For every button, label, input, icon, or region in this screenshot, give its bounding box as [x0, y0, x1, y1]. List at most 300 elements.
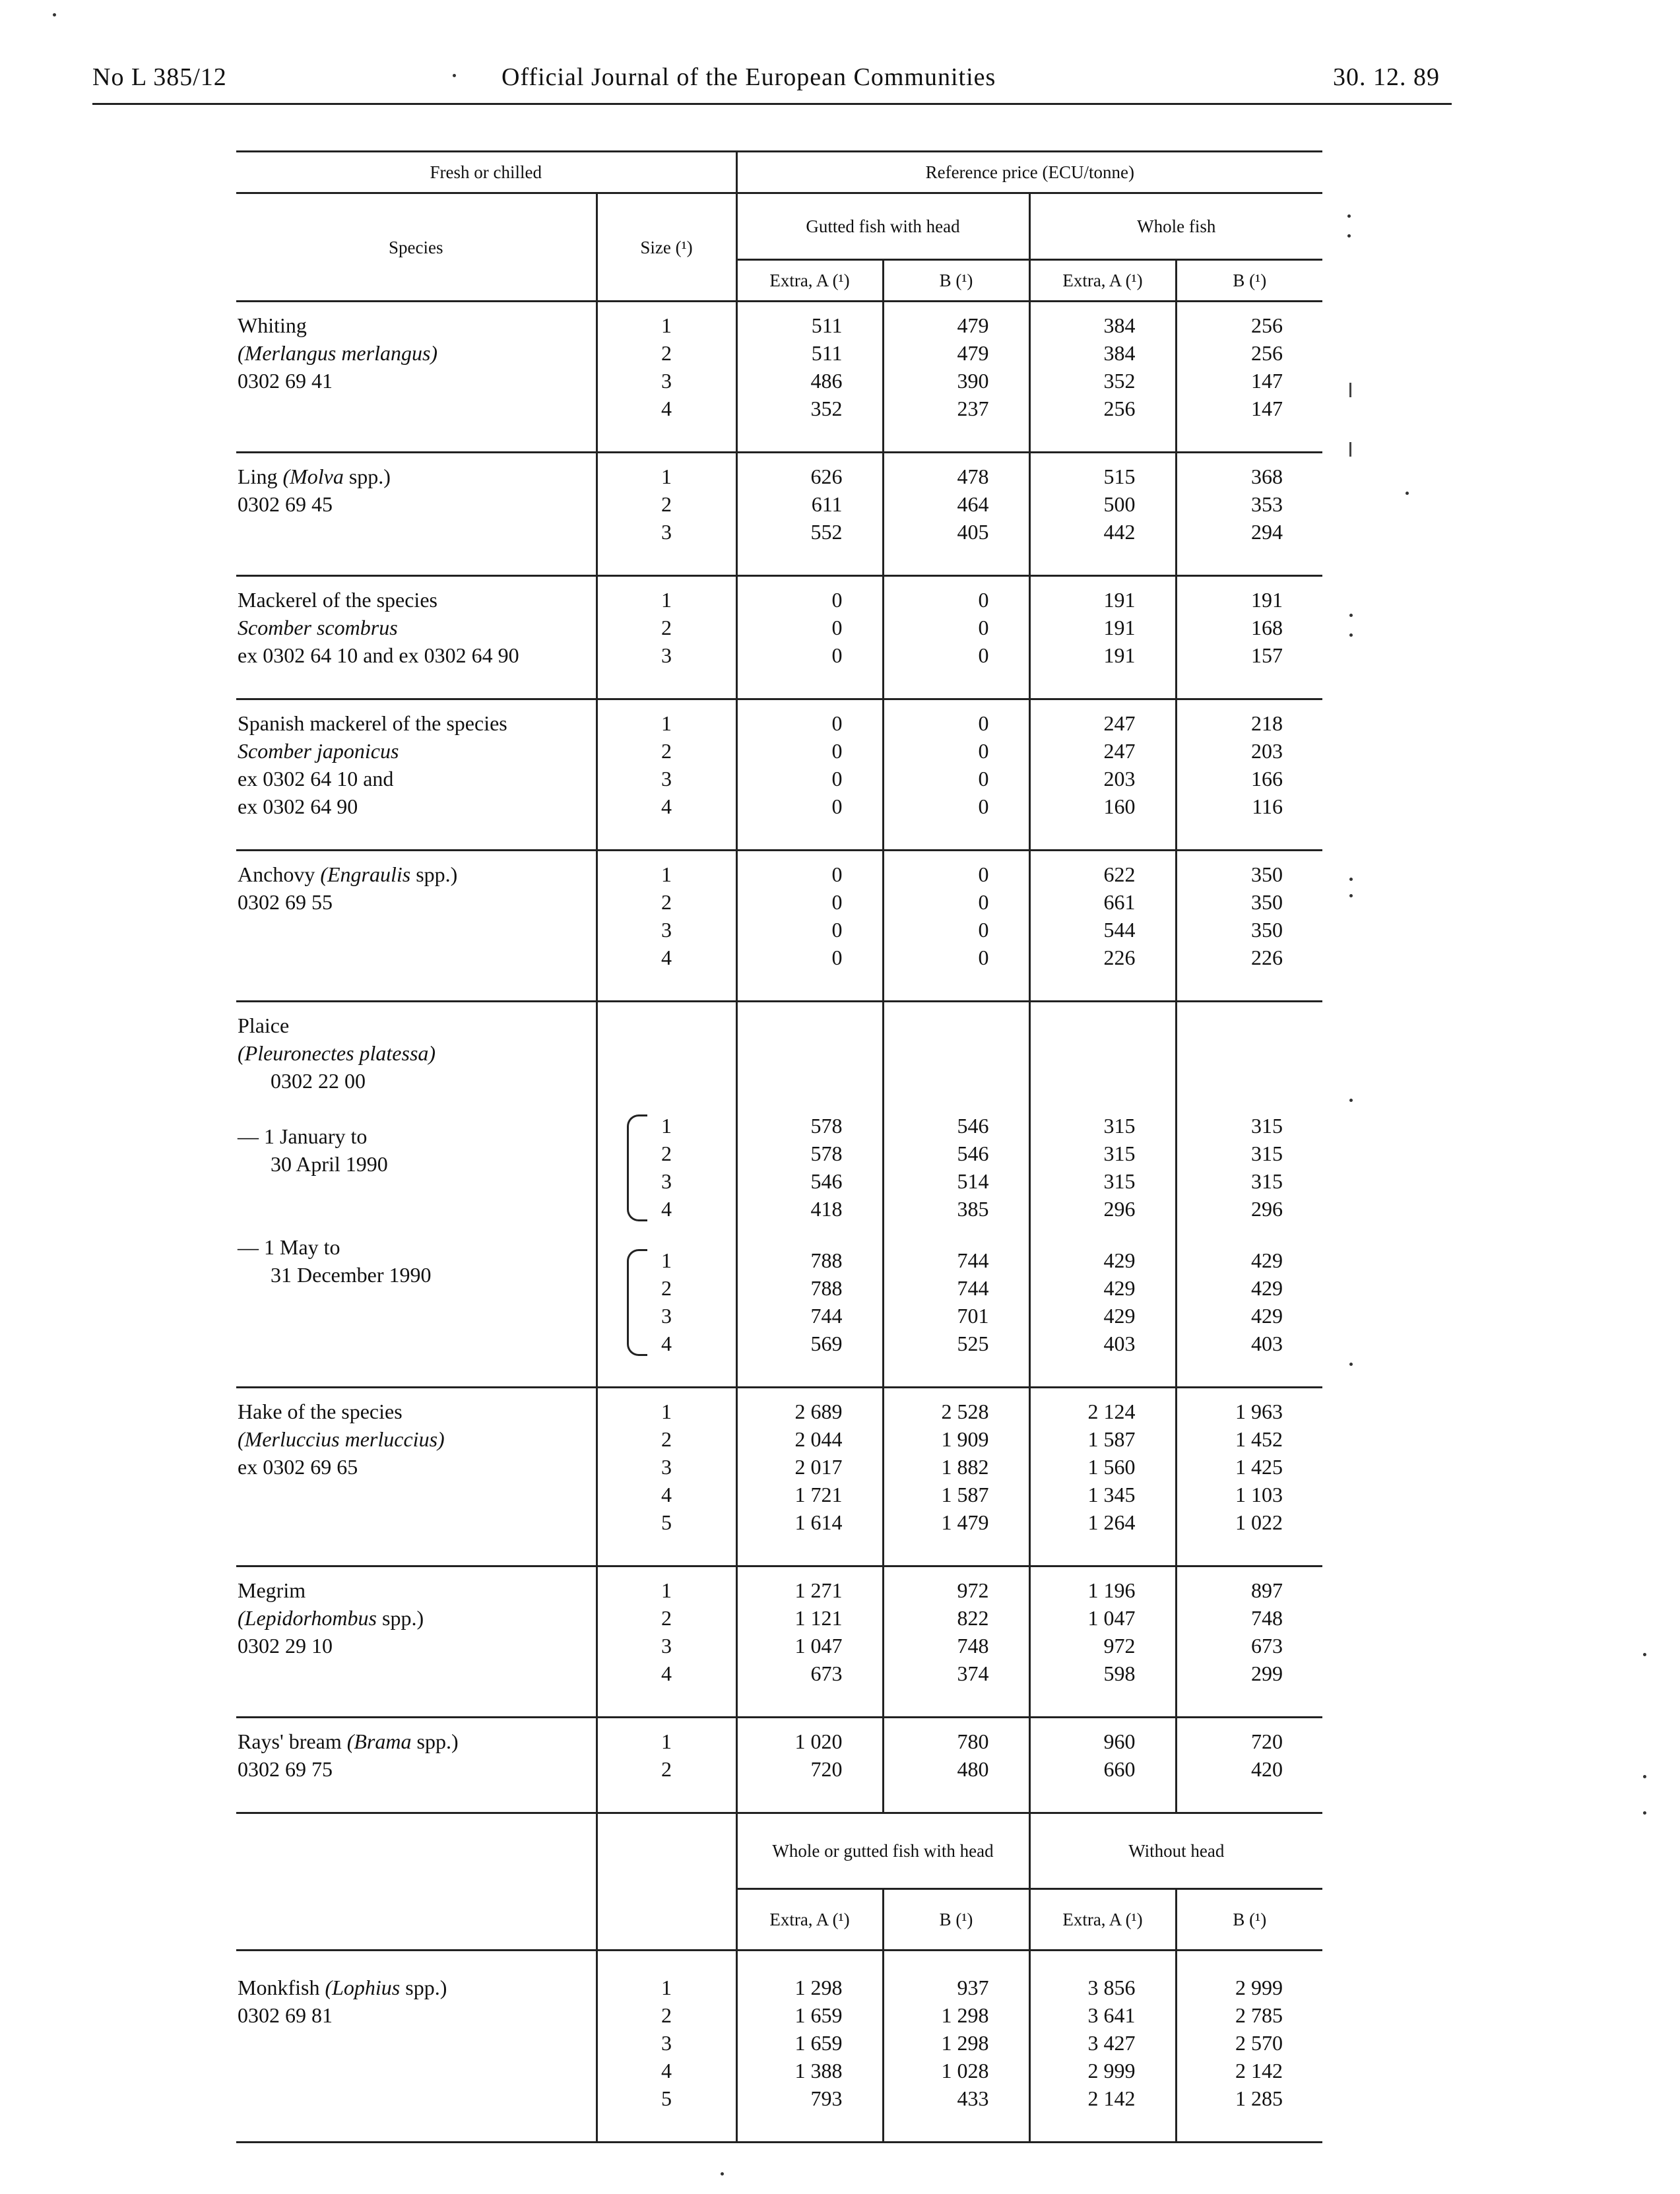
species-spp: spp.) — [416, 1729, 459, 1754]
cell-value: 748 — [1251, 1606, 1283, 1630]
cell-value: 544 — [1103, 918, 1136, 942]
page-number: No L 385/12 — [92, 63, 227, 91]
cell-value: 673 — [810, 1662, 843, 1686]
gutted-b-header: B (¹) — [883, 260, 1029, 302]
cell-value: 3 856 — [1087, 1976, 1136, 2000]
cell-value: 1 345 — [1087, 1483, 1136, 1507]
cell-value: 1 — [661, 1976, 672, 2000]
whole-gutted-b-cell — [883, 1951, 1029, 2143]
cell-value: 166 — [1251, 767, 1283, 791]
table-row-megrim — [236, 1566, 1322, 1718]
cell-value: 160 — [1103, 794, 1136, 819]
cell-value: 0 — [831, 794, 843, 819]
cell-value: 744 — [957, 1248, 989, 1273]
cell-value: 972 — [1103, 1634, 1136, 1658]
cell-value: 403 — [1103, 1332, 1136, 1356]
cell-value: 368 — [1251, 465, 1283, 489]
gutted-extra-a-cell — [736, 1718, 883, 1813]
cell-value: 0 — [978, 711, 989, 736]
cell-value: 226 — [1251, 946, 1283, 970]
cell-value: 960 — [1103, 1729, 1136, 1754]
cell-value: 1 — [661, 862, 672, 887]
cell-value: 429 — [1103, 1276, 1136, 1301]
cell-value: 1 963 — [1235, 1400, 1283, 1424]
cell-value: 1 028 — [941, 2059, 989, 2083]
cell-value: 299 — [1251, 1662, 1283, 1686]
cell-value: 2 — [661, 2003, 672, 2028]
cell-value: 2 689 — [794, 1400, 843, 1424]
cell-value: 1 614 — [794, 1510, 843, 1535]
whole-extra-a-cell — [1029, 302, 1176, 453]
scan-speck — [1643, 1653, 1646, 1656]
cell-value: 2 999 — [1087, 2059, 1136, 2083]
cell-value: 384 — [1103, 341, 1136, 366]
table-row-plaice — [236, 1002, 1322, 1388]
value-list — [885, 1112, 989, 1223]
cell-value: 1 196 — [1087, 1578, 1136, 1603]
cell-value: 2 — [661, 890, 672, 915]
species-name: Monkfish — [238, 1976, 320, 2000]
gutted-b-cell — [883, 851, 1029, 1002]
gutted-extra-a-cell — [736, 1002, 883, 1388]
cell-value: 315 — [1251, 1114, 1283, 1138]
whole-b-cell — [1176, 1718, 1322, 1813]
cell-value: 1 587 — [941, 1483, 989, 1507]
cell-value: 598 — [1103, 1662, 1136, 1686]
size-cell — [597, 1951, 736, 2143]
cell-value: 486 — [810, 369, 843, 393]
species-cell — [236, 576, 597, 699]
size-cell — [597, 699, 736, 851]
cell-value: 1 425 — [1235, 1455, 1283, 1479]
cell-value: 418 — [810, 1197, 843, 1221]
cell-value: 1 479 — [941, 1510, 989, 1535]
cell-value: 3 — [661, 2031, 672, 2055]
cell-value: 793 — [810, 2086, 843, 2111]
cell-value: 350 — [1251, 862, 1283, 887]
cell-value: 464 — [957, 492, 989, 517]
cell-value: 1 103 — [1235, 1483, 1283, 1507]
cell-value: 1 — [661, 588, 672, 612]
cell-value: 744 — [957, 1276, 989, 1301]
cell-value: 4 — [661, 1483, 672, 1507]
cell-value: 0 — [978, 890, 989, 915]
cell-value: 1 298 — [941, 2031, 989, 2055]
species-spp: spp.) — [416, 862, 458, 887]
cell-value: 429 — [1103, 1304, 1136, 1328]
whole-b-cell — [1176, 699, 1322, 851]
scan-speck — [453, 74, 456, 77]
cell-value: 622 — [1103, 862, 1136, 887]
cell-value: 1 271 — [794, 1578, 843, 1603]
cell-value: 720 — [810, 1757, 843, 1782]
cell-value: 168 — [1251, 616, 1283, 640]
cell-value: 1 022 — [1235, 1510, 1283, 1535]
table-row-mackerel — [236, 576, 1322, 699]
cell-value: 256 — [1251, 313, 1283, 338]
whole-b-cell — [1176, 576, 1322, 699]
whole-b-cell — [1176, 851, 1322, 1002]
species-name: Megrim — [238, 1578, 306, 1603]
reference-price-table — [236, 150, 1322, 2143]
gutted-b-cell — [883, 576, 1029, 699]
cell-value: 972 — [957, 1578, 989, 1603]
cell-value: 525 — [957, 1332, 989, 1356]
whole-fish-header: Whole fish — [1029, 193, 1322, 260]
species-scientific-name: (Molva — [282, 465, 344, 489]
species-cell — [236, 851, 597, 1002]
cell-value: 405 — [957, 520, 989, 544]
fresh-or-chilled-header: Fresh or chilled — [236, 152, 736, 193]
cell-value: 315 — [1103, 1142, 1136, 1166]
species-scientific-name: (Lophius — [325, 1976, 401, 2000]
species-cell — [236, 453, 597, 576]
gutted-extra-a-header: Extra, A (¹) — [736, 260, 883, 302]
cell-value: 1 — [661, 465, 672, 489]
journal-title: Official Journal of the European Communities — [501, 63, 996, 91]
cell-value: 1 047 — [1087, 1606, 1136, 1630]
cell-value: 480 — [957, 1757, 989, 1782]
cell-value: 1 — [661, 1729, 672, 1754]
cell-value: 2 — [661, 1427, 672, 1452]
cell-value: 0 — [978, 862, 989, 887]
cell-value: 384 — [1103, 313, 1136, 338]
cell-value: 0 — [831, 739, 843, 763]
whole-extra-a-cell — [1029, 1718, 1176, 1813]
without-head-b-header: B (¹) — [1176, 1889, 1322, 1951]
gutted-b-cell — [883, 1566, 1029, 1718]
whole-b-cell — [1176, 453, 1322, 576]
value-list — [738, 1112, 843, 1223]
cell-value: 578 — [810, 1114, 843, 1138]
scan-speck — [1643, 1775, 1646, 1778]
scan-speck — [53, 13, 56, 16]
scan-speck — [1643, 1811, 1646, 1815]
table-row-ling — [236, 453, 1322, 576]
species-scientific-name: Scomber japonicus — [238, 739, 399, 763]
cell-value: 0 — [978, 588, 989, 612]
species-name: Anchovy — [238, 862, 315, 887]
cell-value: 315 — [1251, 1142, 1283, 1166]
species-scientific-name: (Brama — [346, 1729, 412, 1754]
cell-value: 1 560 — [1087, 1455, 1136, 1479]
cell-value: 1 882 — [941, 1455, 989, 1479]
species-name: Rays' bream — [238, 1729, 342, 1754]
cell-value: 2 142 — [1087, 2086, 1136, 2111]
cell-value: 4 — [661, 1662, 672, 1686]
value-list — [1031, 1246, 1136, 1357]
cell-value: 2 570 — [1235, 2031, 1283, 2055]
cell-value: 315 — [1103, 1114, 1136, 1138]
period-1-label-end: 30 April 1990 — [271, 1152, 388, 1177]
cell-value: 3 — [661, 918, 672, 942]
cell-value: 116 — [1252, 794, 1283, 819]
whole-or-gutted-header: Whole or gutted fish with head — [736, 1813, 1029, 1889]
cell-value: 673 — [1251, 1634, 1283, 1658]
scan-speck — [1349, 894, 1353, 897]
whole-gutted-extra-a-cell — [736, 1951, 883, 2143]
cell-value: 4 — [661, 1332, 672, 1356]
whole-extra-a-cell — [1029, 453, 1176, 576]
cell-value: 433 — [957, 2086, 989, 2111]
cell-value: 0 — [831, 588, 843, 612]
species-code: 0302 69 81 — [238, 2003, 333, 2028]
cell-value: 226 — [1103, 946, 1136, 970]
species-spp: spp.) — [405, 1976, 447, 2000]
cell-value: 1 — [661, 1400, 672, 1424]
species-spp: spp.) — [381, 1606, 424, 1630]
cell-value: 1 452 — [1235, 1427, 1283, 1452]
cell-value: 429 — [1103, 1248, 1136, 1273]
cell-value: 822 — [957, 1606, 989, 1630]
species-cell — [236, 1002, 597, 1388]
cell-value: 780 — [957, 1729, 989, 1754]
cell-value: 3 — [661, 767, 672, 791]
blank-cell — [597, 1813, 736, 1951]
cell-value: 315 — [1103, 1169, 1136, 1194]
cell-value: 897 — [1251, 1578, 1283, 1603]
cell-value: 0 — [978, 616, 989, 640]
scan-speck — [1349, 633, 1353, 637]
cell-value: 2 — [661, 341, 672, 366]
period-2-sizes — [661, 1246, 672, 1357]
table-row-rays-bream — [236, 1718, 1322, 1813]
value-list — [1031, 1112, 1136, 1223]
cell-value: 2 017 — [794, 1455, 843, 1479]
species-code: 0302 22 00 — [271, 1069, 366, 1093]
cell-value: 0 — [831, 616, 843, 640]
period-2-label: — 1 May to — [238, 1235, 340, 1260]
scan-speck — [1349, 878, 1353, 881]
cell-value: 515 — [1103, 465, 1136, 489]
cell-value: 546 — [957, 1114, 989, 1138]
cell-value: 4 — [661, 2059, 672, 2083]
species-cell — [236, 1566, 597, 1718]
cell-value: 0 — [978, 794, 989, 819]
size-header: Size (¹) — [597, 193, 736, 302]
size-cell — [597, 302, 736, 453]
species-code: 0302 29 10 — [238, 1634, 333, 1658]
cell-value: 0 — [978, 739, 989, 763]
cell-value: 479 — [957, 313, 989, 338]
cell-value: 352 — [810, 397, 843, 421]
cell-value: 3 — [661, 520, 672, 544]
cell-value: 420 — [1251, 1757, 1283, 1782]
cell-value: 429 — [1251, 1248, 1283, 1273]
species-code-2: ex 0302 64 90 — [238, 794, 358, 819]
without-head-extra-a-cell — [1029, 1951, 1176, 2143]
cell-value: 479 — [957, 341, 989, 366]
cell-value: 1 659 — [794, 2031, 843, 2055]
brace-mark — [627, 1249, 647, 1356]
species-header: Species — [236, 193, 597, 302]
period-2-label-end: 31 December 1990 — [271, 1263, 432, 1287]
cell-value: 569 — [810, 1332, 843, 1356]
cell-value: 511 — [811, 341, 843, 366]
cell-value: 1 — [661, 313, 672, 338]
reference-price-table-container — [236, 150, 1322, 2143]
species-name: Mackerel of the species — [238, 588, 437, 612]
cell-value: 1 — [661, 1114, 672, 1138]
gutted-extra-a-cell — [736, 1388, 883, 1566]
cell-value: 0 — [831, 946, 843, 970]
cell-value: 350 — [1251, 918, 1283, 942]
species-code: ex 0302 69 65 — [238, 1455, 358, 1479]
cell-value: 0 — [831, 767, 843, 791]
cell-value: 296 — [1103, 1197, 1136, 1221]
size-cell — [597, 1002, 736, 1388]
cell-value: 1 285 — [1235, 2086, 1283, 2111]
monkfish-extra-a-header: Extra, A (¹) — [736, 1889, 883, 1951]
table-row-hake — [236, 1388, 1322, 1566]
cell-value: 157 — [1251, 643, 1283, 668]
cell-value: 3 — [661, 1455, 672, 1479]
cell-value: 2 044 — [794, 1427, 843, 1452]
whole-b-header: B (¹) — [1176, 260, 1322, 302]
cell-value: 5 — [661, 1510, 672, 1535]
species-name: Ling — [238, 465, 278, 489]
species-name: Spanish mackerel of the species — [238, 711, 507, 736]
cell-value: 788 — [810, 1276, 843, 1301]
cell-value: 660 — [1103, 1757, 1136, 1782]
cell-value: 191 — [1251, 588, 1283, 612]
cell-value: 1 121 — [794, 1606, 843, 1630]
cell-value: 1 — [661, 1578, 672, 1603]
cell-value: 2 124 — [1087, 1400, 1136, 1424]
cell-value: 294 — [1251, 520, 1283, 544]
scan-speck — [1349, 1363, 1353, 1366]
size-list — [661, 1246, 672, 1357]
cell-value: 1 — [661, 711, 672, 736]
cell-value: 256 — [1251, 341, 1283, 366]
species-name: Whiting — [238, 313, 307, 338]
cell-value: 191 — [1103, 643, 1136, 668]
cell-value: 937 — [957, 1976, 989, 2000]
cell-value: 4 — [661, 794, 672, 819]
scan-speck — [721, 2172, 724, 2176]
brace-mark — [627, 1114, 647, 1221]
cell-value: 1 298 — [941, 2003, 989, 2028]
cell-value: 1 047 — [794, 1634, 843, 1658]
gutted-b-cell — [883, 699, 1029, 851]
whole-b-cell — [1176, 1002, 1322, 1388]
cell-value: 744 — [810, 1304, 843, 1328]
species-cell — [236, 1951, 597, 2143]
cell-value: 191 — [1103, 616, 1136, 640]
cell-value: 0 — [831, 862, 843, 887]
cell-value: 350 — [1251, 890, 1283, 915]
cell-value: 2 — [661, 1142, 672, 1166]
cell-value: 247 — [1103, 711, 1136, 736]
cell-value: 385 — [957, 1197, 989, 1221]
cell-value: 256 — [1103, 397, 1136, 421]
cell-value: 2 528 — [941, 1400, 989, 1424]
whole-extra-a-cell — [1029, 576, 1176, 699]
cell-value: 203 — [1103, 767, 1136, 791]
species-code: 0302 69 45 — [238, 492, 333, 517]
whole-extra-a-cell — [1029, 1388, 1176, 1566]
cell-value: 4 — [661, 946, 672, 970]
species-name: Hake of the species — [238, 1400, 403, 1424]
cell-value: 352 — [1103, 369, 1136, 393]
cell-value: 2 — [661, 1276, 672, 1301]
species-scientific-name: (Merluccius merluccius) — [238, 1427, 445, 1452]
cell-value: 296 — [1251, 1197, 1283, 1221]
value-list — [885, 1246, 989, 1357]
table-row-monkfish — [236, 1951, 1322, 2143]
cell-value: 3 — [661, 1634, 672, 1658]
gutted-b-cell — [883, 1002, 1029, 1388]
whole-extra-a-cell — [1029, 699, 1176, 851]
reference-price-header: Reference price (ECU/tonne) — [736, 152, 1322, 193]
gutted-b-cell — [883, 302, 1029, 453]
cell-value: 478 — [957, 465, 989, 489]
cell-value: 353 — [1251, 492, 1283, 517]
cell-value: 0 — [978, 946, 989, 970]
value-list — [738, 1246, 843, 1357]
cell-value: 247 — [1103, 739, 1136, 763]
size-cell — [597, 453, 736, 576]
without-head-b-cell — [1176, 1951, 1322, 2143]
cell-value: 546 — [810, 1169, 843, 1194]
whole-b-cell — [1176, 302, 1322, 453]
whole-extra-a-cell — [1029, 1566, 1176, 1718]
cell-value: 2 — [661, 739, 672, 763]
cell-value: 546 — [957, 1142, 989, 1166]
cell-value: 5 — [661, 2086, 672, 2111]
gutted-b-cell — [883, 1388, 1029, 1566]
scan-speck — [1349, 614, 1353, 617]
whole-b-cell — [1176, 1388, 1322, 1566]
cell-value: 315 — [1251, 1169, 1283, 1194]
cell-value: 1 388 — [794, 2059, 843, 2083]
cell-value: 374 — [957, 1662, 989, 1686]
table-row-anchovy — [236, 851, 1322, 1002]
species-cell — [236, 302, 597, 453]
cell-value: 1 — [661, 1248, 672, 1273]
whole-extra-a-cell — [1029, 1002, 1176, 1388]
scan-speck — [1349, 383, 1351, 397]
cell-value: 701 — [957, 1304, 989, 1328]
cell-value: 390 — [957, 369, 989, 393]
whole-extra-a-cell — [1029, 851, 1176, 1002]
scan-speck — [1349, 1099, 1353, 1102]
without-head-header: Without head — [1029, 1813, 1322, 1889]
cell-value: 0 — [978, 918, 989, 942]
monkfish-b-header: B (¹) — [883, 1889, 1029, 1951]
species-code: 0302 69 41 — [238, 369, 333, 393]
cell-value: 788 — [810, 1248, 843, 1273]
gutted-extra-a-cell — [736, 453, 883, 576]
cell-value: 0 — [978, 767, 989, 791]
species-scientific-name: (Pleuronectes platessa) — [238, 1041, 436, 1066]
cell-value: 1 298 — [794, 1976, 843, 2000]
species-code: ex 0302 64 10 and — [238, 767, 394, 791]
cell-value: 514 — [957, 1169, 989, 1194]
size-cell — [597, 851, 736, 1002]
species-scientific-name: Scomber scombrus — [238, 616, 398, 640]
gutted-extra-a-cell — [736, 576, 883, 699]
cell-value: 0 — [831, 890, 843, 915]
table-row-whiting — [236, 302, 1322, 453]
cell-value: 191 — [1103, 588, 1136, 612]
cell-value: 442 — [1103, 520, 1136, 544]
cell-value: 2 999 — [1235, 1976, 1283, 2000]
blank-cell — [236, 1813, 597, 1951]
size-list — [661, 1112, 672, 1223]
gutted-b-cell — [883, 1718, 1029, 1813]
cell-value: 2 — [661, 616, 672, 640]
